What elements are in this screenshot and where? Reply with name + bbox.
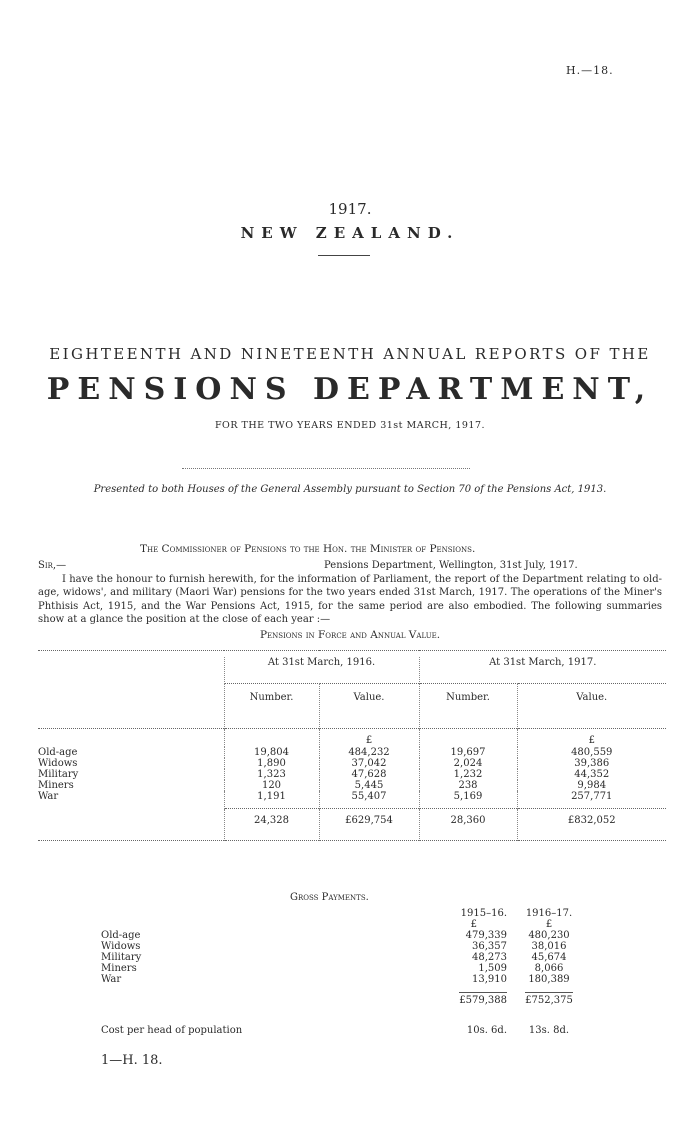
table-row: Widows 36,357 38,016 (101, 941, 567, 952)
letter-body: I have the honour to furnish herewith, for the information of Parliament, the report of the Department relating to old-age, widows', and military (Maori War) pensions for the two years ended 31st March, 1917. The operations of the Miner's Phthisis Act, 1915, and the War Pensions Act, 1915, for the same period are also embodied. The following summaries show at a glance the position at the close of each year :— (38, 574, 662, 625)
gross-payments-title: Gross Payments. (290, 892, 369, 903)
cost-per-head-row: Cost per head of population 10s. 6d. 13s. 8d. (101, 1025, 570, 1036)
report-year: 1917. (328, 200, 372, 218)
currency-label: £ (319, 729, 419, 748)
totals-row: £579,388 £752,375 (101, 985, 591, 1013)
table-row: Military 48,273 45,674 (101, 952, 567, 963)
pensions-in-force-table (38, 650, 666, 843)
letter-salutation: Sir,— (38, 560, 67, 571)
table-row: Widows 1,890 37,042 2,024 39,386 (38, 758, 610, 769)
table-row: Miners 120 5,445 238 9,984 (38, 780, 607, 791)
report-period: FOR THE TWO YEARS ENDED 31st MARCH, 1917. (214, 420, 486, 431)
column-header: Number. (224, 684, 319, 729)
column-header: Value. (517, 684, 666, 729)
report-title: EIGHTEENTH AND NINETEENTH ANNUAL REPORTS OF THE (49, 345, 651, 363)
currency-label: £ (545, 919, 553, 930)
table-row: War 1,191 55,407 5,169 257,771 (38, 791, 666, 808)
divider (318, 255, 370, 256)
currency-label: £ (517, 729, 666, 748)
column-group-header: At 31st March, 1917. (489, 657, 597, 668)
signature-mark: 1—H. 18. (101, 1053, 163, 1068)
column-header: Number. (419, 684, 517, 729)
totals-row: 24,328 £629,754 28,360 £832,052 (38, 808, 666, 841)
column-header: 1915–16. (460, 908, 507, 919)
letter-address: Pensions Department, Wellington, 31st July, 1917. (324, 560, 578, 571)
gross-payments-table (101, 908, 591, 1036)
table-row: Military 1,323 47,628 1,232 44,352 (38, 769, 610, 780)
divider (182, 468, 470, 469)
presented-note: Presented to both Houses of the General Assembly pursuant to Section 70 of the Pensions Act, 1913. (93, 484, 607, 495)
table-row: War 13,910 180,389 (101, 974, 570, 985)
country-heading: NEW ZEALAND. (240, 224, 460, 242)
column-group-header: At 31st March, 1916. (224, 657, 419, 684)
table-row: Old-age 479,339 480,230 (101, 930, 570, 941)
letter-heading: The Commissioner of Pensions to the Hon. the Minister of Pensions. (140, 543, 476, 555)
table-row: Old-age 19,804 484,232 19,697 480,559 (38, 747, 613, 758)
pensions-table-title: Pensions in Force and Annual Value. (259, 629, 441, 641)
table-row: Miners 1,509 8,066 (101, 963, 564, 974)
department-title: PENSIONS DEPARTMENT, (46, 372, 654, 407)
currency-label: £ (470, 919, 477, 930)
page-reference: H.—18. (566, 64, 614, 77)
column-header: Value. (319, 684, 419, 729)
column-header: 1916–17. (525, 908, 573, 919)
